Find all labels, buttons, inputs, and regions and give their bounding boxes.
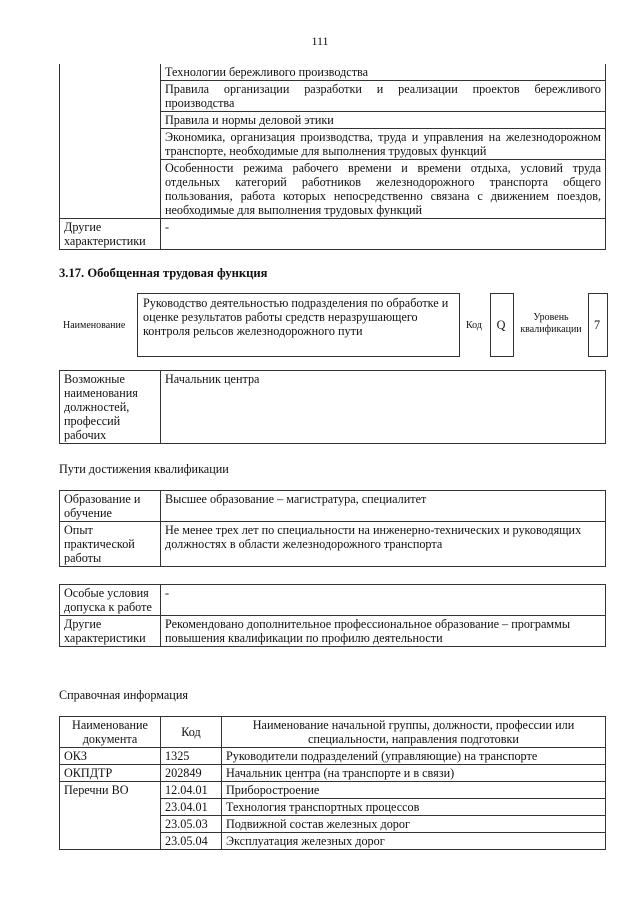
positions-label: Возможные наименования должностей, профессий рабочих xyxy=(60,371,161,444)
positions-table xyxy=(59,370,606,444)
ref-code: 12.04.01 xyxy=(161,782,222,799)
gtf-level-value: 7 xyxy=(593,318,601,332)
ref-name: Технология транспортных процессов xyxy=(222,799,606,816)
reference-title: Справочная информация xyxy=(59,688,188,702)
gtf-code-value: Q xyxy=(496,318,506,332)
other-characteristics-value: Рекомендовано дополнительное профессиональное образование – программы повышения квалификации по профилю деятельности xyxy=(161,616,606,647)
section-title: 3.17. Обобщенная трудовая функция xyxy=(59,266,268,280)
ref-name: Эксплуатация железных дорог xyxy=(222,833,606,850)
gtf-code-label: Код xyxy=(466,320,482,331)
ref-code: 23.04.01 xyxy=(161,799,222,816)
table-row xyxy=(60,748,606,765)
ref-doc: Перечни ВО xyxy=(60,782,161,850)
ref-name: Подвижной состав железных дорог xyxy=(222,816,606,833)
page-number: 111 xyxy=(311,34,329,48)
positions-value: Начальник центра xyxy=(161,371,606,444)
table-row xyxy=(60,765,606,782)
ref-doc: ОКЗ xyxy=(60,748,161,765)
conditions-table xyxy=(59,584,606,647)
other-characteristics-value: - xyxy=(161,219,606,250)
experience-value: Не менее трех лет по специальности на инженерно-технических и руководящих должностях в области железнодорожного транспорта xyxy=(161,522,606,567)
knowledge-item: Особенности режима рабочего времени и времени отдыха, условий труда отдельных категорий работников железнодорожного транспорта общего пользования, работа которых непосредственно связана с движением поездов, необходимые для выполнения трудовых функций xyxy=(161,160,606,219)
ref-name: Приборостроение xyxy=(222,782,606,799)
other-characteristics-label: Другие характеристики xyxy=(60,616,161,647)
knowledge-item: Правила организации разработки и реализации проектов бережливого производства xyxy=(161,81,606,112)
other-characteristics-label: Другие характеристики xyxy=(60,219,161,250)
knowledge-table xyxy=(59,64,606,250)
ref-header-code: Код xyxy=(161,717,222,748)
reference-table xyxy=(59,716,606,850)
ref-code: 23.05.03 xyxy=(161,816,222,833)
gtf-name-value: Руководство деятельностью подразделения по обработке и оценке результатов работы средств неразрушающего контроля рельсов железнодорожного пути xyxy=(143,296,449,338)
education-value: Высшее образование – магистратура, специалитет xyxy=(161,491,606,522)
special-conditions-value: - xyxy=(161,585,606,616)
knowledge-item: Экономика, организация производства, труда и управления на железнодорожном транспорте, необходимые для выполнения трудовых функций xyxy=(161,129,606,160)
ref-header-doc: Наименование документа xyxy=(60,717,161,748)
paths-title: Пути достижения квалификации xyxy=(59,462,229,476)
paths-table xyxy=(59,490,606,567)
ref-code: 202849 xyxy=(161,765,222,782)
knowledge-item: Технологии бережливого производства xyxy=(161,64,606,81)
ref-code: 1325 xyxy=(161,748,222,765)
ref-doc: ОКПДТР xyxy=(60,765,161,782)
table-row xyxy=(60,782,606,799)
knowledge-item: Правила и нормы деловой этики xyxy=(161,112,606,129)
education-label: Образование и обучение xyxy=(60,491,161,522)
ref-code: 23.05.04 xyxy=(161,833,222,850)
experience-label: Опыт практической работы xyxy=(60,522,161,567)
gtf-level-label: Уровень квалификации xyxy=(520,312,582,335)
ref-header-name: Наименование начальной группы, должности, профессии или специальности, направления подготовки xyxy=(222,717,606,748)
special-conditions-label: Особые условия допуска к работе xyxy=(60,585,161,616)
ref-name: Руководители подразделений (управляющие) на транспорте xyxy=(222,748,606,765)
gtf-name-label: Наименование xyxy=(63,320,126,331)
ref-name: Начальник центра (на транспорте и в связи) xyxy=(222,765,606,782)
